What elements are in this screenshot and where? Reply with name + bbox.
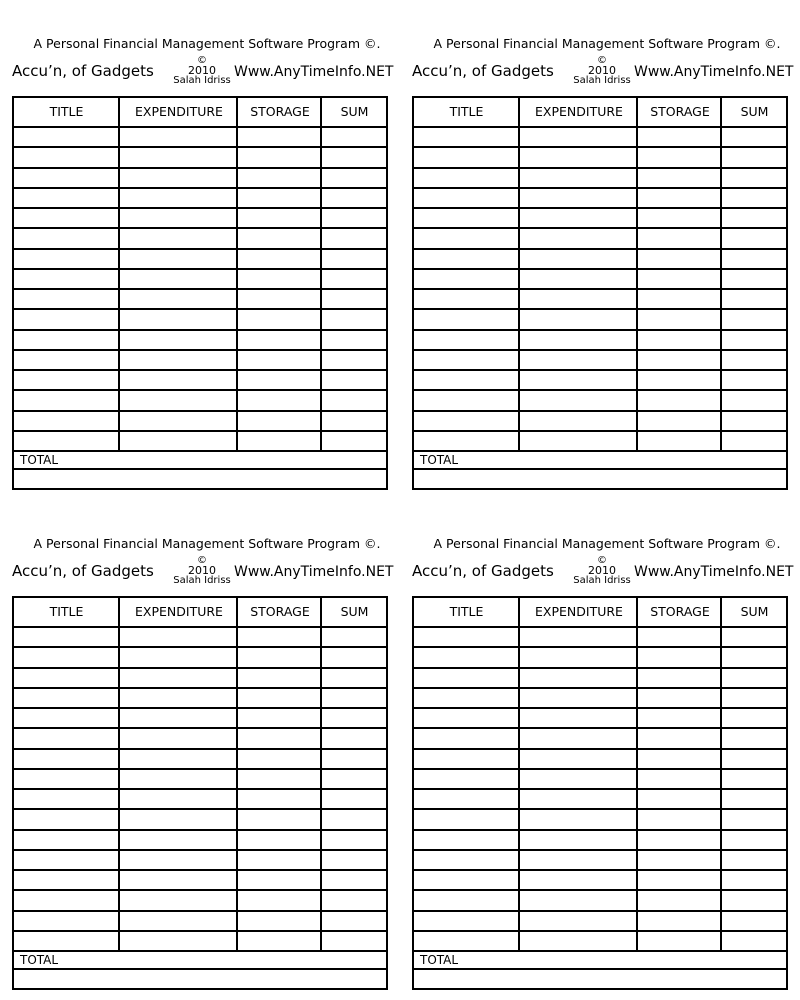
tagline: A Personal Financial Management Software Program ©. bbox=[433, 36, 781, 51]
column-header-storage: STORAGE bbox=[650, 604, 710, 619]
total-row bbox=[414, 950, 786, 970]
row-divider bbox=[414, 869, 786, 871]
copyright-symbol: © bbox=[597, 555, 607, 566]
ledger-card bbox=[12, 500, 394, 967]
row-divider bbox=[414, 667, 786, 669]
copyright-year: 2010 bbox=[188, 564, 216, 577]
row-divider bbox=[414, 349, 786, 351]
column-header-sum: SUM bbox=[740, 604, 769, 619]
row-divider bbox=[14, 369, 386, 371]
column-header-storage: STORAGE bbox=[250, 104, 310, 119]
row-divider bbox=[414, 430, 786, 432]
total-label: TOTAL bbox=[420, 453, 459, 467]
document-name: Accu’n, of Gadgets bbox=[12, 562, 154, 580]
column-header-storage: STORAGE bbox=[650, 104, 710, 119]
row-divider bbox=[14, 849, 386, 851]
row-divider bbox=[414, 889, 786, 891]
website: Www.AnyTimeInfo.NET bbox=[634, 64, 794, 80]
column-header-title: TITLE bbox=[449, 104, 484, 119]
column-divider bbox=[236, 598, 238, 950]
row-divider bbox=[414, 268, 786, 270]
row-divider bbox=[14, 430, 386, 432]
website: Www.AnyTimeInfo.NET bbox=[634, 564, 794, 580]
document-name: Accu’n, of Gadgets bbox=[412, 562, 554, 580]
ledger-card bbox=[412, 0, 794, 467]
copyright-author: Salah Idriss bbox=[573, 575, 631, 586]
row-divider bbox=[414, 288, 786, 290]
row-divider bbox=[414, 646, 786, 648]
column-divider bbox=[636, 98, 638, 450]
copyright-year: 2010 bbox=[188, 64, 216, 77]
ledger-table bbox=[412, 596, 788, 990]
row-divider bbox=[14, 227, 386, 229]
total-label: TOTAL bbox=[20, 953, 59, 967]
row-divider bbox=[14, 146, 386, 148]
total-label: TOTAL bbox=[20, 453, 59, 467]
website: Www.AnyTimeInfo.NET bbox=[234, 564, 394, 580]
website: Www.AnyTimeInfo.NET bbox=[234, 64, 394, 80]
row-divider bbox=[414, 308, 786, 310]
total-row bbox=[414, 450, 786, 470]
row-divider bbox=[14, 748, 386, 750]
column-divider bbox=[518, 598, 520, 950]
total-row bbox=[14, 450, 386, 470]
row-divider bbox=[414, 808, 786, 810]
copyright-block bbox=[162, 556, 242, 586]
row-divider bbox=[414, 727, 786, 729]
row-divider bbox=[14, 869, 386, 871]
row-divider bbox=[414, 788, 786, 790]
copyright-symbol: © bbox=[597, 55, 607, 66]
row-divider bbox=[414, 707, 786, 709]
row-divider bbox=[414, 910, 786, 912]
column-divider bbox=[118, 98, 120, 450]
row-divider bbox=[14, 930, 386, 932]
column-header-expenditure: EXPENDITURE bbox=[135, 104, 223, 119]
column-header-expenditure: EXPENDITURE bbox=[535, 104, 623, 119]
row-divider bbox=[414, 768, 786, 770]
column-header-title: TITLE bbox=[449, 604, 484, 619]
row-divider bbox=[414, 207, 786, 209]
column-divider bbox=[720, 98, 722, 450]
row-divider bbox=[414, 146, 786, 148]
row-divider bbox=[14, 687, 386, 689]
row-divider bbox=[14, 288, 386, 290]
copyright-author: Salah Idriss bbox=[573, 75, 631, 86]
row-divider bbox=[14, 707, 386, 709]
copyright-year: 2010 bbox=[588, 564, 616, 577]
row-divider bbox=[14, 389, 386, 391]
column-divider bbox=[518, 98, 520, 450]
row-divider bbox=[414, 687, 786, 689]
copyright-author: Salah Idriss bbox=[173, 575, 231, 586]
table-header bbox=[414, 98, 786, 128]
ledger-table bbox=[12, 96, 388, 490]
row-divider bbox=[14, 667, 386, 669]
column-header-sum: SUM bbox=[340, 104, 369, 119]
row-divider bbox=[14, 308, 386, 310]
row-divider bbox=[14, 788, 386, 790]
column-divider bbox=[236, 98, 238, 450]
copyright-year: 2010 bbox=[588, 64, 616, 77]
row-divider bbox=[414, 167, 786, 169]
row-divider bbox=[14, 829, 386, 831]
column-divider bbox=[320, 598, 322, 950]
copyright-block bbox=[162, 56, 242, 86]
copyright-symbol: © bbox=[197, 55, 207, 66]
ledger-card bbox=[412, 500, 794, 967]
total-row bbox=[14, 950, 386, 970]
column-divider bbox=[636, 598, 638, 950]
table-header bbox=[14, 598, 386, 628]
copyright-author: Salah Idriss bbox=[173, 75, 231, 86]
total-label: TOTAL bbox=[420, 953, 459, 967]
row-divider bbox=[414, 329, 786, 331]
copyright-symbol: © bbox=[197, 555, 207, 566]
row-divider bbox=[414, 849, 786, 851]
row-divider bbox=[14, 910, 386, 912]
ledger-card bbox=[12, 0, 394, 467]
tagline: A Personal Financial Management Software Program ©. bbox=[33, 36, 381, 51]
row-divider bbox=[14, 349, 386, 351]
copyright-block bbox=[562, 556, 642, 586]
row-divider bbox=[14, 768, 386, 770]
row-divider bbox=[14, 187, 386, 189]
column-divider bbox=[720, 598, 722, 950]
column-divider bbox=[320, 98, 322, 450]
row-divider bbox=[414, 748, 786, 750]
row-divider bbox=[14, 248, 386, 250]
column-header-sum: SUM bbox=[340, 604, 369, 619]
row-divider bbox=[14, 727, 386, 729]
column-header-storage: STORAGE bbox=[250, 604, 310, 619]
row-divider bbox=[14, 410, 386, 412]
table-header bbox=[414, 598, 786, 628]
column-divider bbox=[118, 598, 120, 950]
document-name: Accu’n, of Gadgets bbox=[12, 62, 154, 80]
copyright-block bbox=[562, 56, 642, 86]
row-divider bbox=[14, 268, 386, 270]
row-divider bbox=[14, 207, 386, 209]
row-divider bbox=[14, 329, 386, 331]
row-divider bbox=[414, 227, 786, 229]
tagline: A Personal Financial Management Software Program ©. bbox=[433, 536, 781, 551]
column-header-title: TITLE bbox=[49, 104, 84, 119]
tagline: A Personal Financial Management Software Program ©. bbox=[33, 536, 381, 551]
row-divider bbox=[14, 167, 386, 169]
ledger-table bbox=[12, 596, 388, 990]
ledger-table bbox=[412, 96, 788, 490]
column-header-sum: SUM bbox=[740, 104, 769, 119]
document-name: Accu’n, of Gadgets bbox=[412, 62, 554, 80]
row-divider bbox=[14, 808, 386, 810]
row-divider bbox=[414, 829, 786, 831]
row-divider bbox=[14, 646, 386, 648]
row-divider bbox=[414, 410, 786, 412]
column-header-title: TITLE bbox=[49, 604, 84, 619]
column-header-expenditure: EXPENDITURE bbox=[535, 604, 623, 619]
row-divider bbox=[414, 369, 786, 371]
table-header bbox=[14, 98, 386, 128]
row-divider bbox=[414, 930, 786, 932]
row-divider bbox=[414, 248, 786, 250]
row-divider bbox=[414, 187, 786, 189]
row-divider bbox=[414, 389, 786, 391]
column-header-expenditure: EXPENDITURE bbox=[135, 604, 223, 619]
row-divider bbox=[14, 889, 386, 891]
